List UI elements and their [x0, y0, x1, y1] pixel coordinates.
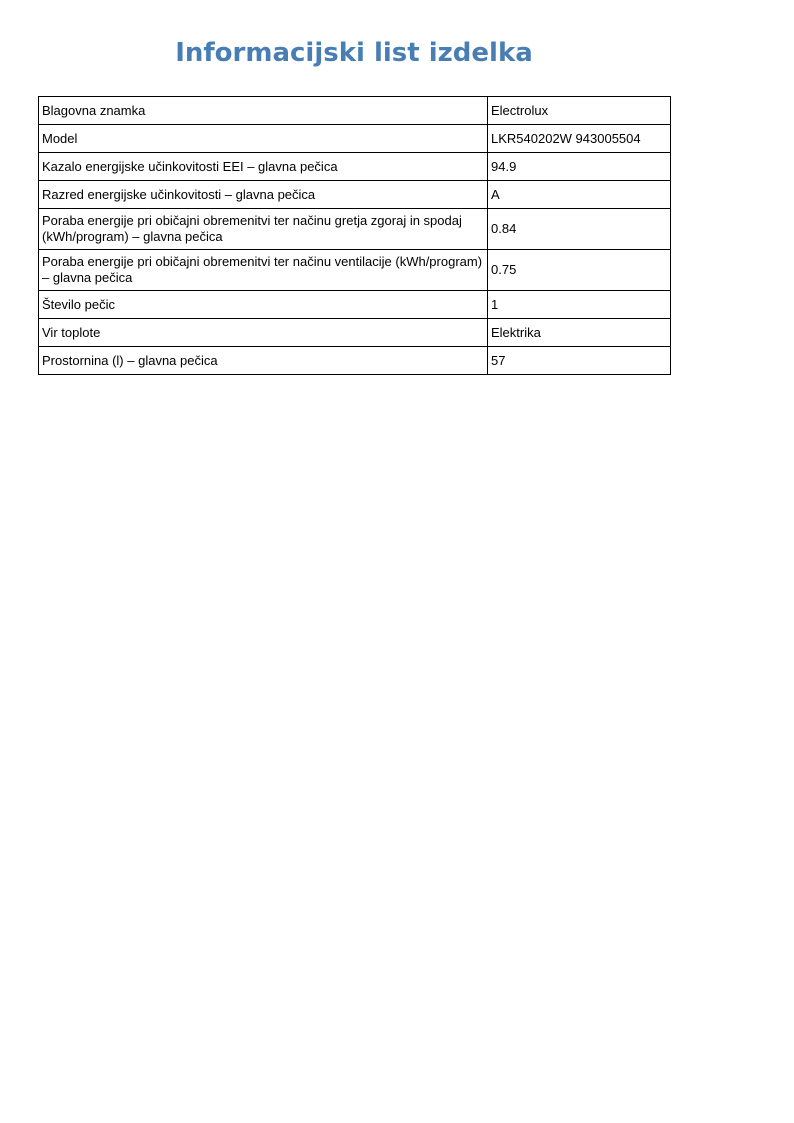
table-row	[39, 209, 671, 250]
table-row	[39, 125, 671, 153]
table-row	[39, 347, 671, 375]
row-label: Kazalo energijske učinkovitosti EEI – glavna pečica	[39, 153, 488, 181]
row-value: LKR540202W 943005504	[488, 125, 671, 153]
row-value: 94.9	[488, 153, 671, 181]
row-label: Število pečic	[39, 291, 488, 319]
table-row	[39, 291, 671, 319]
row-label: Poraba energije pri običajni obremenitvi ter načinu ventilacije (kWh/program) – glavna pečica	[39, 250, 488, 291]
row-value: Electrolux	[488, 97, 671, 125]
row-label: Blagovna znamka	[39, 97, 488, 125]
row-label: Model	[39, 125, 488, 153]
document-content	[38, 38, 670, 375]
row-label: Prostornina (l) – glavna pečica	[39, 347, 488, 375]
row-value: 0.75	[488, 250, 671, 291]
row-value: 1	[488, 291, 671, 319]
row-value: Elektrika	[488, 319, 671, 347]
row-value: 0.84	[488, 209, 671, 250]
page-title: Informacijski list izdelka	[175, 38, 533, 68]
table-row	[39, 153, 671, 181]
table-row	[39, 250, 671, 291]
row-label: Vir toplote	[39, 319, 488, 347]
product-table-body	[39, 97, 671, 375]
row-value: A	[488, 181, 671, 209]
table-row	[39, 97, 671, 125]
row-label: Poraba energije pri običajni obremenitvi ter načinu gretja zgoraj in spodaj (kWh/program) – glavna pečica	[39, 209, 488, 250]
table-row	[39, 319, 671, 347]
product-info-table	[38, 96, 671, 375]
table-row	[39, 181, 671, 209]
row-label: Razred energijske učinkovitosti – glavna pečica	[39, 181, 488, 209]
row-value: 57	[488, 347, 671, 375]
